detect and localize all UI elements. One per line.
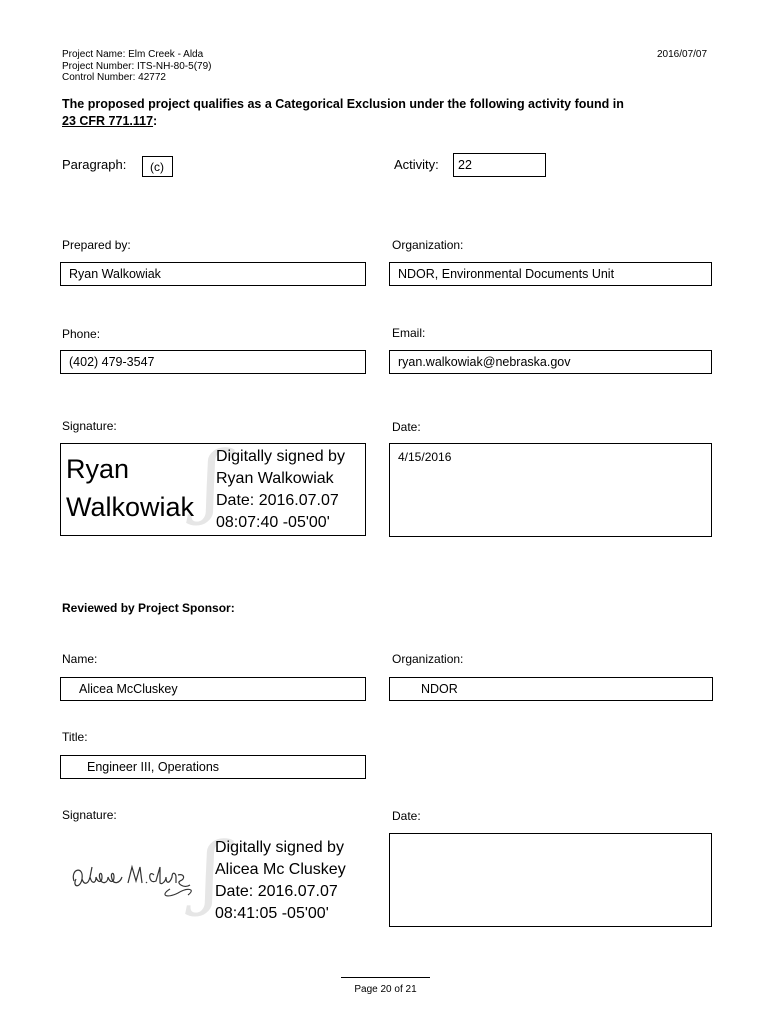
phone-field[interactable]: (402) 479-3547 <box>60 350 366 374</box>
reviewer-date-label: Date: <box>392 809 421 823</box>
prepared-by-label: Prepared by: <box>62 238 131 252</box>
reviewer-signature-watermark-icon: ʃ <box>200 825 222 918</box>
cfr-reference: 23 CFR 771.117 <box>62 114 154 128</box>
reviewer-organization-label: Organization: <box>392 652 464 666</box>
paragraph-label: Paragraph: <box>62 157 127 172</box>
signature-name-line1: Ryan <box>66 454 130 484</box>
reviewer-sig-line3: Date: 2016.07.07 <box>215 883 338 900</box>
reviewer-name-field[interactable]: Alicea McCluskey <box>60 677 366 701</box>
email-label: Email: <box>392 326 426 340</box>
sig-line1: Digitally signed by <box>216 448 345 465</box>
reviewed-heading: Reviewed by Project Sponsor: <box>62 601 235 615</box>
reviewer-name-label: Name: <box>62 652 98 666</box>
organization-field[interactable]: NDOR, Environmental Documents Unit <box>389 262 712 286</box>
sig-line3: Date: 2016.07.07 <box>216 492 339 509</box>
reviewer-signature-label: Signature: <box>62 808 117 822</box>
page-number: Page 20 of 21 <box>354 984 417 995</box>
date-field-preparer[interactable]: 4/15/2016 <box>389 443 712 537</box>
organization-label: Organization: <box>392 238 464 252</box>
signature-area-reviewer[interactable] <box>60 825 366 926</box>
date-label: Date: <box>392 420 421 434</box>
digital-signature-block <box>216 446 345 534</box>
project-number: Project Number: ITS-NH-80-5(79) <box>62 61 212 72</box>
reviewer-date-field[interactable] <box>389 833 712 927</box>
title-label: Title: <box>62 730 88 744</box>
signature-label: Signature: <box>62 419 117 433</box>
header-date: 2016/07/07 <box>657 49 708 60</box>
control-number: Control Number: 42772 <box>62 72 166 83</box>
exclusion-heading <box>62 96 722 130</box>
signature-box-preparer[interactable] <box>60 434 366 536</box>
prepared-by-field[interactable]: Ryan Walkowiak <box>60 262 366 286</box>
reviewer-sig-line2: Alicea Mc Cluskey <box>215 861 346 878</box>
exclusion-heading-line1: The proposed project qualifies as a Categorical Exclusion under the following activity found in <box>62 97 624 111</box>
project-name: Project Name: Elm Creek - Alda <box>62 49 204 60</box>
email-field[interactable]: ryan.walkowiak@nebraska.gov <box>389 350 712 374</box>
footer-divider <box>341 977 430 978</box>
heading-colon: : <box>153 114 158 128</box>
paragraph-field[interactable]: (c) <box>142 156 173 177</box>
sig-line4: 08:07:40 -05'00' <box>216 514 330 531</box>
signature-watermark-icon: ʃ <box>201 434 223 527</box>
sig-line2: Ryan Walkowiak <box>216 470 334 487</box>
signature-name-line2: Walkowiak <box>66 492 195 522</box>
reviewer-organization-field[interactable]: NDOR <box>389 677 713 701</box>
reviewer-sig-line1: Digitally signed by <box>215 839 344 856</box>
title-field[interactable]: Engineer III, Operations <box>60 755 366 779</box>
reviewer-sig-line4: 08:41:05 -05'00' <box>215 905 329 922</box>
activity-field[interactable]: 22 <box>453 153 546 177</box>
handwritten-signature-icon <box>66 855 206 905</box>
activity-label: Activity: <box>394 157 439 172</box>
reviewer-digital-signature-block <box>215 837 346 925</box>
phone-label: Phone: <box>62 327 101 341</box>
